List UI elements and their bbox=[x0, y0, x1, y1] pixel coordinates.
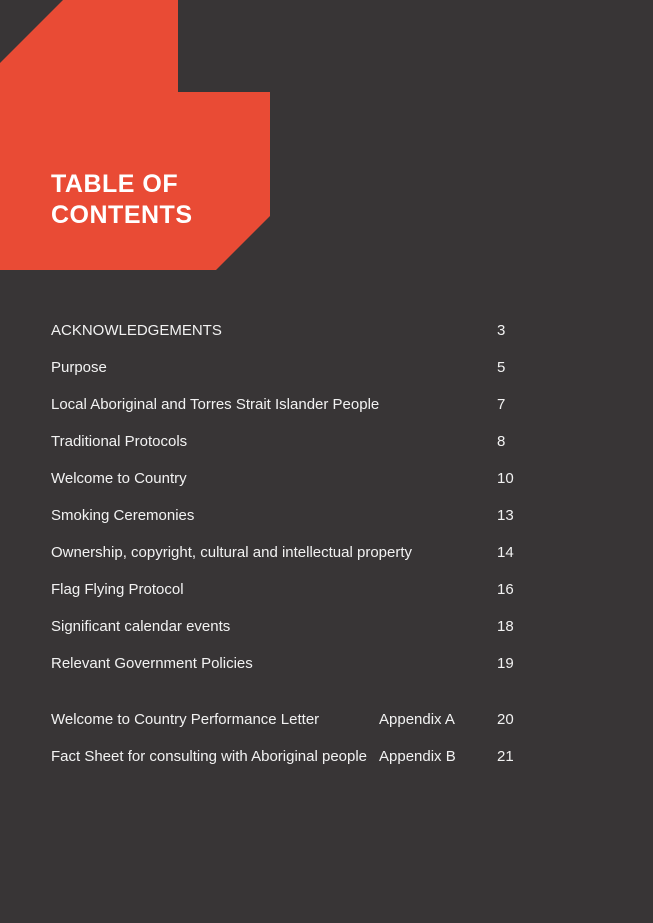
table-of-contents bbox=[51, 312, 521, 775]
toc-entry-calendar-events[interactable] bbox=[51, 608, 521, 645]
toc-entry-page: 14 bbox=[497, 544, 514, 561]
toc-entry-label: Local Aboriginal and Torres Strait Islander People bbox=[51, 396, 380, 413]
toc-entry-page: 13 bbox=[497, 507, 514, 524]
toc-entry-welcome-to-country[interactable] bbox=[51, 460, 521, 497]
toc-entry-label: Purpose bbox=[51, 359, 107, 376]
toc-entry-government-policies[interactable] bbox=[51, 645, 521, 682]
toc-entry-label: Traditional Protocols bbox=[51, 433, 188, 450]
toc-entry-traditional-protocols[interactable] bbox=[51, 423, 521, 460]
toc-appendix-b[interactable] bbox=[51, 738, 521, 775]
toc-entry-label: Fact Sheet for consulting with Aboriginal people bbox=[51, 748, 368, 765]
toc-entry-purpose[interactable] bbox=[51, 349, 521, 386]
page-title-line-1: TABLE OF bbox=[51, 170, 179, 198]
toc-entry-flag-flying[interactable] bbox=[51, 571, 521, 608]
toc-entry-page: 18 bbox=[497, 618, 514, 635]
toc-entry-page: 5 bbox=[497, 359, 506, 376]
toc-section-gap bbox=[51, 682, 521, 701]
toc-entry-label: Ownership, copyright, cultural and intellectual property bbox=[51, 544, 413, 561]
toc-entry-label: Relevant Government Policies bbox=[51, 655, 253, 672]
toc-entry-smoking-ceremonies[interactable] bbox=[51, 497, 521, 534]
toc-entry-local-people[interactable] bbox=[51, 386, 521, 423]
toc-entry-label: Welcome to Country Performance Letter bbox=[51, 711, 320, 728]
toc-entry-label: ACKNOWLEDGEMENTS bbox=[51, 322, 222, 339]
toc-entry-page: 20 bbox=[497, 711, 514, 728]
toc-appendix-a[interactable] bbox=[51, 701, 521, 738]
toc-entry-page: 16 bbox=[497, 581, 514, 598]
page-title bbox=[51, 169, 193, 231]
toc-entry-label: Smoking Ceremonies bbox=[51, 507, 195, 524]
page-title-line-2: CONTENTS bbox=[51, 201, 193, 229]
toc-entry-page: 19 bbox=[497, 655, 514, 672]
toc-entry-ownership[interactable] bbox=[51, 534, 521, 571]
toc-entry-page: 7 bbox=[497, 396, 506, 413]
toc-entry-page: 10 bbox=[497, 470, 514, 487]
toc-entry-label: Welcome to Country bbox=[51, 470, 187, 487]
toc-entry-page: 21 bbox=[497, 748, 514, 765]
toc-entry-page: 3 bbox=[497, 322, 506, 339]
toc-entry-page: 8 bbox=[497, 433, 506, 450]
toc-entry-label: Significant calendar events bbox=[51, 618, 231, 635]
toc-entry-acknowledgements[interactable] bbox=[51, 312, 521, 349]
toc-appendix-tag: Appendix A bbox=[379, 711, 455, 728]
toc-entry-label: Flag Flying Protocol bbox=[51, 581, 184, 598]
toc-appendix-tag: Appendix B bbox=[379, 748, 456, 765]
